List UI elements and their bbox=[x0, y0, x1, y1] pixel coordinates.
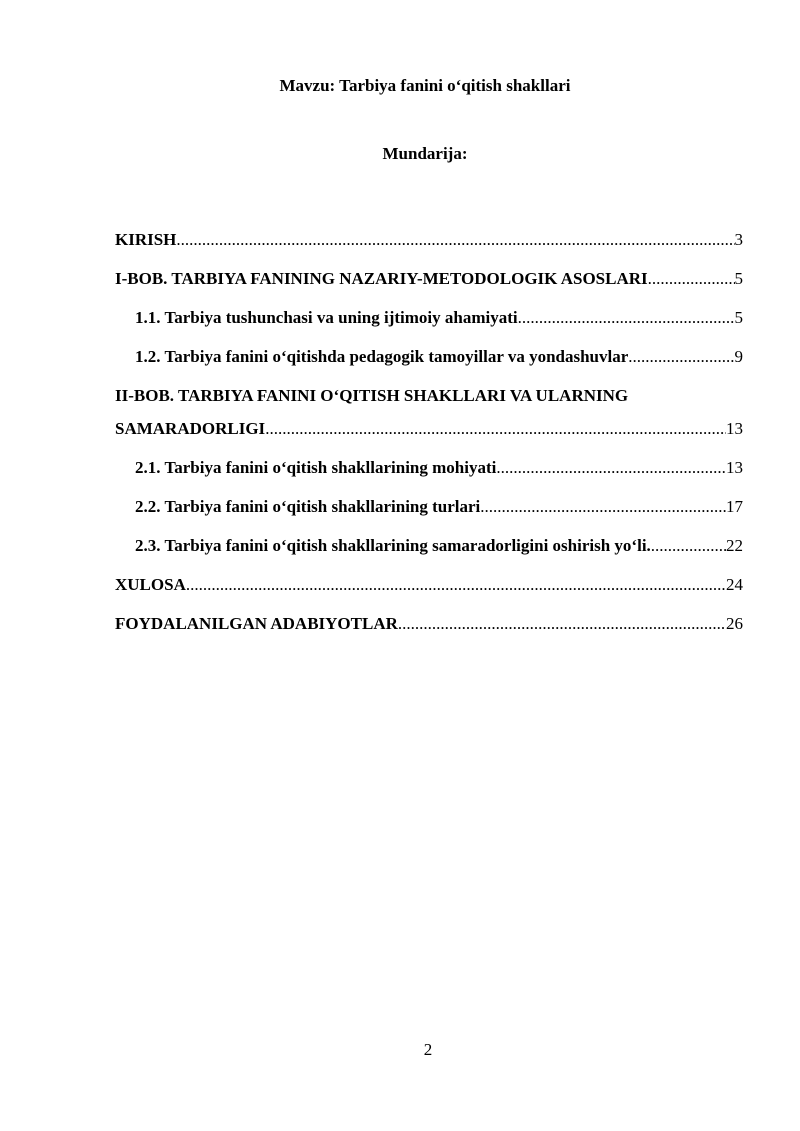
toc-entry-page: 3 bbox=[734, 230, 743, 249]
toc-entry-label: 1.2. Tarbiya fanini o‘qitishda pedagogik tamoyillar va yondashuvlar bbox=[135, 347, 629, 366]
toc-leader-dots bbox=[628, 345, 734, 369]
toc-entry-label-line2: SAMARADORLIGI bbox=[115, 419, 266, 438]
toc-leader-dots bbox=[176, 228, 734, 252]
toc-entry-page: 5 bbox=[734, 308, 743, 327]
toc-leader-dots bbox=[265, 417, 726, 441]
toc-leader-dots bbox=[480, 495, 726, 519]
toc-entry-section-1-2[interactable] bbox=[115, 345, 743, 369]
toc-entry-page: 5 bbox=[734, 269, 743, 288]
toc-entry-chapter-2[interactable] bbox=[115, 384, 743, 441]
toc-leader-dots bbox=[651, 534, 726, 558]
page-number: 2 bbox=[423, 1040, 433, 1059]
toc-entry-chapter-1[interactable] bbox=[115, 267, 743, 291]
toc-entry-xulosa[interactable] bbox=[115, 573, 743, 597]
toc-heading: Mundarija: bbox=[382, 144, 468, 163]
toc-entry-label: 2.3. Tarbiya fanini o‘qitish shakllarining samaradorligini oshirish yo‘li. bbox=[135, 536, 651, 555]
toc-leader-dots bbox=[186, 573, 726, 597]
toc-entry-page: 9 bbox=[734, 347, 743, 366]
toc-entry-kirish[interactable] bbox=[115, 228, 743, 252]
toc-entry-label: 1.1. Tarbiya tushunchasi va uning ijtimoiy ahamiyati bbox=[135, 308, 518, 327]
toc-entry-page: 24 bbox=[726, 575, 743, 594]
toc-entry-label: I-BOB. TARBIYA FANINING NAZARIY-METODOLOGIK ASOSLARI bbox=[115, 269, 648, 288]
toc-entry-page: 22 bbox=[726, 536, 743, 555]
toc-entry-section-2-2[interactable] bbox=[115, 495, 743, 519]
toc-entry-label-line1: II-BOB. TARBIYA FANINI O‘QITISH SHAKLLARI VA ULARNING bbox=[115, 386, 629, 405]
toc-entry-label: 2.2. Tarbiya fanini o‘qitish shakllarining turlari bbox=[135, 497, 481, 516]
toc-leader-dots bbox=[518, 306, 735, 330]
toc-entry-label: FOYDALANILGAN ADABIYOTLAR bbox=[115, 614, 398, 633]
toc-entry-page: 13 bbox=[726, 419, 743, 438]
document-title: Mavzu: Tarbiya fanini o‘qitish shakllari bbox=[279, 76, 571, 95]
toc-entry-label: 2.1. Tarbiya fanini o‘qitish shakllarining mohiyati bbox=[135, 458, 497, 477]
toc-leader-dots bbox=[398, 612, 726, 636]
toc-entry-label: KIRISH bbox=[115, 230, 177, 249]
toc-entry-section-1-1[interactable] bbox=[115, 306, 743, 330]
table-of-contents bbox=[115, 228, 743, 651]
toc-leader-dots bbox=[496, 456, 726, 480]
toc-entry-page: 13 bbox=[726, 458, 743, 477]
toc-leader-dots bbox=[648, 267, 735, 291]
toc-entry-label: XULOSA bbox=[115, 575, 186, 594]
toc-entry-page: 26 bbox=[726, 614, 743, 633]
toc-entry-section-2-3[interactable] bbox=[115, 534, 743, 558]
toc-entry-page: 17 bbox=[726, 497, 743, 516]
toc-entry-section-2-1[interactable] bbox=[115, 456, 743, 480]
toc-entry-references[interactable] bbox=[115, 612, 743, 636]
